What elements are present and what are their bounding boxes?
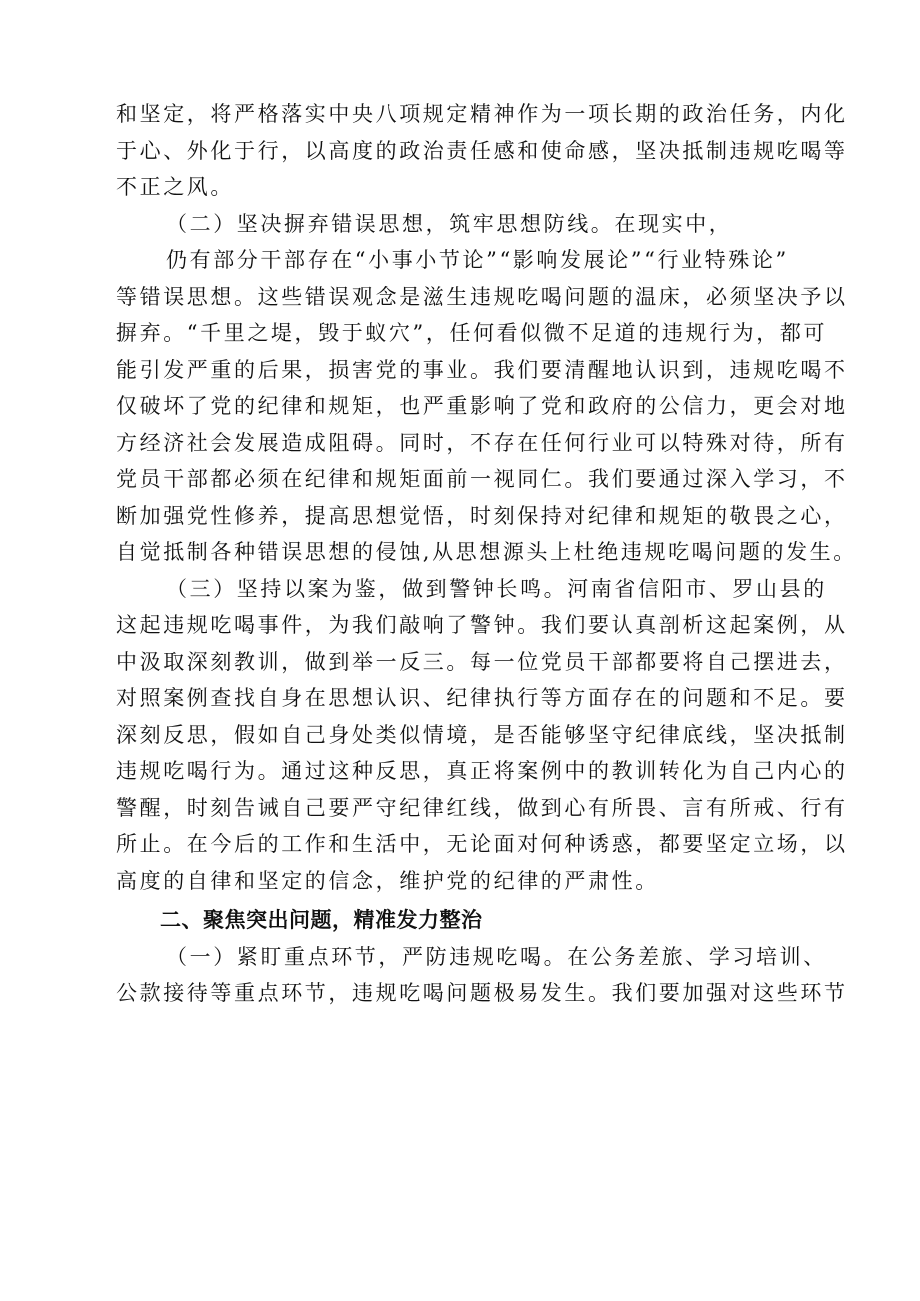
text-line: 警醒，时刻告诫自己要严守纪律红线，做到心有所畏、言有所戒、行有: [116, 795, 848, 820]
text-line: 深刻反思，假如自己身处类似情境，是否能够坚守纪律底线，坚决抵制: [116, 722, 848, 747]
text-line: 于心、外化于行，以高度的政治责任感和使命感，坚决抵制违规吃喝等: [116, 138, 848, 163]
text-line: 违规吃喝行为。通过这种反思，真正将案例中的教训转化为自己内心的: [116, 759, 848, 783]
text-line: 断加强党性修养，提高思想觉悟，时刻保持对纪律和规矩的敬畏之心，: [116, 503, 848, 528]
text-line: 中汲取深刻教训，做到举一反三。每一位党员干部都要将自己摆进去，: [116, 649, 848, 674]
paragraph-lead: （二）坚决摒弃错误思想，筑牢思想防线。在现实中，: [166, 211, 733, 236]
text-line: （一）紧盯重点环节，严防违规吃喝。在公务差旅、学习培训、: [166, 944, 827, 969]
text-line: 自觉抵制各种错误思想的侵蚀,从思想源头上杜绝违规吃喝问题的发生。: [116, 540, 857, 564]
text-line: 能引发严重的后果，损害党的事业。我们要清醒地认识到，违规吃喝不: [116, 357, 848, 382]
text-line: 所止。在今后的工作和生活中，无论面对何种诱惑，都要坚定立场，以: [116, 832, 848, 856]
text-line: 和坚定，将严格落实中央八项规定精神作为一项长期的政治任务，内化: [116, 102, 848, 126]
text-line: 仍有部分干部存在“小事小节论”“影响发展论”“行业特殊论”: [166, 248, 789, 272]
text-line: 党员干部都必须在纪律和规矩面前一视同仁。我们要通过深入学习，不: [116, 467, 848, 491]
document-page: [116, 96, 857, 1012]
text-line: （三）坚持以案为鉴，做到警钟长鸣。河南省信阳市、罗山县的: [166, 576, 827, 601]
text-line: 不正之风。: [116, 175, 234, 199]
text-line: 方经济社会发展造成阻碍。同时，不存在任何行业可以特殊对待，所有: [116, 430, 848, 455]
text-line: 摒弃。“千里之堤，毁于蚁穴”，任何看似微不足道的违规行为，都可: [116, 321, 828, 345]
text-line: 等错误思想。这些错误观念是滋生违规吃喝问题的温床，必须坚决予以: [116, 284, 848, 309]
section-heading: 二、聚焦突出问题，精准发力整治: [160, 908, 483, 932]
text-line: 高度的自律和坚定的信念，维护党的纪律的严肃性。: [116, 868, 659, 893]
text-line: 对照案例查找自身在思想认识、纪律执行等方面存在的问题和不足。要: [116, 686, 848, 710]
text-line: 公款接待等重点环节，违规吃喝问题极易发生。我们要加强对这些环节: [116, 981, 848, 1005]
text-line: 这起违规吃喝事件，为我们敲响了警钟。我们要认真剖析这起案例，从: [116, 613, 848, 637]
text-line: 仅破坏了党的纪律和规矩，也严重影响了党和政府的公信力，更会对地: [116, 394, 848, 418]
